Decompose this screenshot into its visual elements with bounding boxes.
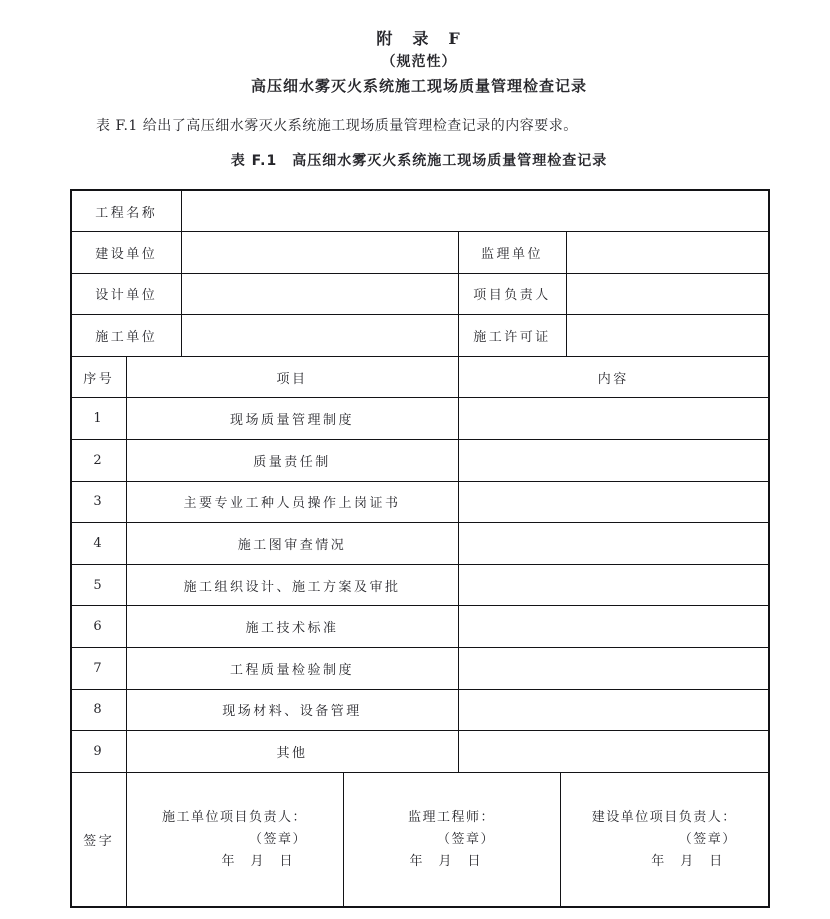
info-value-cell — [181, 315, 458, 357]
items-header-row — [71, 356, 769, 398]
item-content-cell — [458, 440, 769, 482]
signature-date: 年 月 日 — [651, 853, 724, 869]
item-name: 施工技术标准 — [126, 606, 458, 648]
header-content: 内容 — [458, 356, 769, 398]
item-row — [71, 731, 769, 773]
item-no: 3 — [71, 481, 126, 523]
item-name: 工程质量检验制度 — [126, 648, 458, 690]
info-label: 施工单位 — [71, 315, 181, 357]
header-no: 序号 — [71, 356, 126, 398]
signature-role: 施工单位项目负责人： — [162, 809, 308, 825]
intro-paragraph: 表 F.1 给出了高压细水雾灭火系统施工现场质量管理检查记录的内容要求。 — [96, 118, 578, 134]
normative-label: （规范性） — [381, 54, 457, 70]
item-name: 施工图审查情况 — [126, 523, 458, 565]
info-label: 设计单位 — [71, 273, 181, 315]
info-row — [71, 315, 769, 357]
item-no: 8 — [71, 689, 126, 731]
item-content-cell — [458, 689, 769, 731]
item-no: 1 — [71, 398, 126, 440]
item-row — [71, 689, 769, 731]
item-content-cell — [458, 481, 769, 523]
info-value-cell — [566, 273, 769, 315]
info-row — [71, 273, 769, 315]
item-content-cell — [458, 606, 769, 648]
signature-label: 签字 — [71, 772, 126, 907]
item-row — [71, 606, 769, 648]
signature-role: 建设单位项目负责人： — [591, 809, 737, 825]
record-table — [70, 189, 770, 908]
signature-block — [408, 807, 495, 873]
signature-block — [592, 807, 737, 873]
item-content-cell — [458, 648, 769, 690]
info-label: 项目负责人 — [458, 273, 566, 315]
signature-seal: （签章） — [437, 831, 496, 847]
signature-date: 年 月 日 — [221, 853, 295, 869]
info-value-cell — [181, 273, 458, 315]
item-no: 2 — [71, 440, 126, 482]
item-name: 质量责任制 — [126, 440, 458, 482]
header-item: 项目 — [126, 356, 458, 398]
signature-cell-owner — [560, 772, 769, 907]
signature-role: 监理工程师： — [408, 809, 496, 825]
item-content-cell — [458, 398, 769, 440]
item-name: 施工组织设计、施工方案及审批 — [126, 564, 458, 606]
signature-block — [162, 807, 307, 873]
info-value-cell — [566, 315, 769, 357]
item-content-cell — [458, 564, 769, 606]
item-row — [71, 398, 769, 440]
item-no: 9 — [71, 731, 126, 773]
item-row — [71, 564, 769, 606]
item-row — [71, 523, 769, 565]
item-name: 现场材料、设备管理 — [126, 689, 458, 731]
signature-seal: （签章） — [678, 831, 737, 847]
signature-row — [71, 772, 769, 907]
item-row — [71, 648, 769, 690]
signature-cell-contractor — [126, 772, 343, 907]
document-title: 高压细水雾灭火系统施工现场质量管理检查记录 — [250, 77, 587, 95]
item-name: 其他 — [126, 731, 458, 773]
info-label: 施工许可证 — [458, 315, 566, 357]
project-name-value-cell — [181, 190, 769, 232]
item-no: 7 — [71, 648, 126, 690]
item-no: 5 — [71, 564, 126, 606]
item-content-cell — [458, 523, 769, 565]
item-name: 主要专业工种人员操作上岗证书 — [126, 481, 458, 523]
item-row — [71, 440, 769, 482]
info-row — [71, 232, 769, 274]
appendix-title: 附 录 F — [376, 29, 462, 48]
item-row — [71, 481, 769, 523]
item-no: 4 — [71, 523, 126, 565]
signature-date: 年 月 日 — [409, 853, 483, 869]
signature-seal: （签章） — [249, 831, 308, 847]
table-caption: 表 F.1 高压细水雾灭火系统施工现场质量管理检查记录 — [230, 153, 608, 169]
info-label: 建设单位 — [71, 232, 181, 274]
signature-cell-supervisor — [343, 772, 560, 907]
info-value-cell — [566, 232, 769, 274]
item-name: 现场质量管理制度 — [126, 398, 458, 440]
project-name-label: 工程名称 — [71, 190, 181, 232]
info-label: 监理单位 — [458, 232, 566, 274]
item-no: 6 — [71, 606, 126, 648]
project-name-row — [71, 190, 769, 232]
info-value-cell — [181, 232, 458, 274]
item-content-cell — [458, 731, 769, 773]
